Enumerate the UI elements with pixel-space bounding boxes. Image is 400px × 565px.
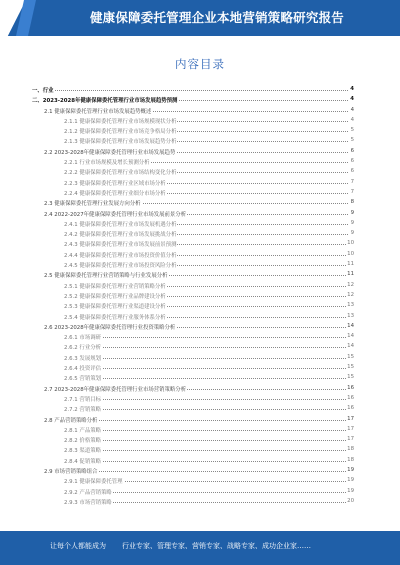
toc-entry[interactable] (32, 434, 354, 444)
toc-entry[interactable] (32, 393, 354, 403)
toc-entry-label: 2.6.4 投资评估 (64, 366, 101, 373)
toc-entry[interactable] (32, 362, 354, 372)
toc-entry-label: 2.6.2 行业分析 (64, 345, 101, 352)
toc-entry[interactable] (32, 444, 354, 454)
report-title: 健康保障委托管理企业本地营销策略研究报告 (89, 10, 344, 25)
toc-entry-label: 2.6.1 市场调研 (64, 335, 101, 342)
toc-entry-page: 8 (350, 199, 354, 206)
toc-entry-page: 7 (350, 178, 354, 185)
toc-entry-page: 18 (347, 446, 354, 453)
toc-entry-page: 13 (347, 302, 354, 309)
toc-entry[interactable] (32, 208, 354, 218)
toc-entry-page: 10 (347, 240, 354, 247)
toc-entry-page: 17 (347, 425, 354, 432)
toc-entry-page: 16 (347, 394, 354, 401)
toc-leader-dots (32, 90, 348, 91)
toc-entry-page: 17 (347, 436, 354, 443)
toc-entry-page: 12 (347, 281, 354, 288)
toc-entry-label: 2.9.1 健康保障委托管理 (64, 479, 123, 486)
toc-leader-dots (64, 399, 348, 400)
toc-entry-label: 2.6.5 营销策划 (64, 376, 101, 383)
toc-entry-label: 2.5.2 健康保障委托管理行业品牌建设分析 (64, 293, 166, 300)
toc-entry[interactable] (32, 105, 354, 115)
toc-entry[interactable] (32, 177, 354, 187)
toc-entry[interactable] (32, 486, 354, 496)
toc-entry-page: 15 (347, 364, 354, 371)
toc-entry[interactable] (32, 414, 354, 424)
toc-entry-label: 2.1.1 健康保障委托管理行业市场规模现状分析 (64, 118, 177, 125)
toc-entry-label: 2.9 市场营销策略组合 (44, 468, 98, 475)
toc-entry-label: 2.4.1 健康保障委托管理行业市场发展机遇分析 (64, 221, 177, 228)
toc-entry[interactable] (32, 300, 354, 310)
toc-entry-page: 16 (347, 384, 354, 391)
toc-leader-dots (64, 358, 348, 359)
toc-entry[interactable] (32, 311, 354, 321)
toc-entry-label: 2.8.3 渠道策略 (64, 448, 101, 455)
toc-entry-label: 2.7.2 营销策略 (64, 407, 101, 414)
toc-entry-page: 9 (350, 209, 354, 216)
toc-entry[interactable] (32, 238, 354, 248)
toc-entry-page: 12 (347, 291, 354, 298)
toc-entry-page: 11 (347, 261, 354, 268)
toc-entry-label: 2.1.2 健康保障委托管理行业市场竞争格局分析 (64, 129, 177, 136)
toc-entry-label: 2.4.2 健康保障委托管理行业市场发展挑战分析 (64, 232, 177, 239)
toc-entry[interactable] (32, 228, 354, 238)
report-header (0, 0, 400, 36)
toc-entry-label: 2.2.1 行业市场规模及增长预测分析 (64, 160, 150, 167)
toc-entry-label: 2.4.4 健康保障委托管理行业市场投资价值分析 (64, 252, 177, 259)
toc-entry-page: 20 (347, 497, 354, 504)
toc-entry-label: 2.4.5 健康保障委托管理行业市场投资风险分析 (64, 263, 177, 270)
toc-entry[interactable] (32, 383, 354, 393)
toc-entry-label: 2.5.4 健康保障委托管理行业服务体系分析 (64, 314, 166, 321)
toc-entry-page: 4 (350, 96, 354, 103)
toc-entry-label: 二、2023-2028年健康保障委托管理行业市场发展趋势预测 (32, 98, 178, 105)
toc-heading: 内容目录 (175, 57, 225, 71)
toc-entry-page: 16 (347, 405, 354, 412)
toc-entry[interactable] (32, 465, 354, 475)
toc-entry-label: 一、行业 (32, 88, 54, 94)
toc-entry-page: 7 (350, 188, 354, 195)
toc-entry[interactable] (32, 455, 354, 465)
toc-entry-page: 19 (347, 466, 354, 473)
toc-entry[interactable] (32, 372, 354, 382)
toc-entry[interactable] (32, 403, 354, 413)
toc-entry[interactable] (32, 280, 354, 290)
toc-entry-page: 9 (350, 230, 354, 237)
toc-entry-page: 9 (350, 219, 354, 226)
toc-entry-page: 19 (347, 477, 354, 484)
toc-entry-label: 2.4 2022-2027年健康保障委托管理行业市场发展前景分析 (44, 211, 187, 218)
toc-entry-page: 14 (347, 343, 354, 350)
toc-entry-page: 4 (350, 116, 354, 123)
toc-entry-label: 2.6 2023-2028年健康保障委托管理行业投资策略分析 (44, 324, 176, 331)
toc-entry-page: 18 (347, 456, 354, 463)
footer-slogan: 让每个人都能成为 (50, 542, 106, 550)
toc-entry[interactable] (32, 341, 354, 351)
report-footer (0, 531, 400, 565)
footer-roles: 行业专家、管理专家、营销专家、战略专家、成功企业家…… (122, 542, 311, 550)
toc-entry-page: 15 (347, 353, 354, 360)
toc-entry-label: 2.7 2023-2028年健康保障委托管理行业市场营销策略分析 (44, 386, 187, 393)
toc-entry-label: 2.8.2 价格策略 (64, 438, 101, 445)
toc-entry-label: 2.3 健康保障委托管理行业发展方向分析 (44, 201, 141, 208)
toc-entry-page: 6 (350, 168, 354, 175)
toc-leader-dots (64, 450, 348, 451)
toc-entry[interactable] (32, 135, 354, 145)
toc-entry-page: 5 (350, 127, 354, 134)
toc-leader-dots (64, 378, 348, 379)
toc-leader-dots (64, 347, 348, 348)
toc-entry-page: 14 (347, 333, 354, 340)
toc-entry-label: 2.2 2023-2028年健康保障委托管理行业市场发展趋势 (44, 149, 176, 156)
toc-entry-label: 2.5 健康保障委托管理行业营销策略与行业发展分析 (44, 273, 168, 280)
toc-entry[interactable] (32, 125, 354, 135)
toc-leader-dots (64, 337, 348, 338)
toc-entry[interactable] (32, 352, 354, 362)
toc-entry[interactable] (32, 197, 354, 207)
toc-entry-page: 11 (347, 271, 354, 278)
toc-entry-label: 2.9.2 产品营销策略 (64, 489, 112, 496)
toc-entry-label: 2.1 健康保障委托管理行业市场发展趋势概述 (44, 108, 152, 115)
toc-entry-label: 2.8.4 促销策略 (64, 458, 101, 465)
toc-entry-label: 2.8.1 产品策略 (64, 427, 101, 434)
toc-entry-page: 13 (347, 312, 354, 319)
toc-entry-page: 14 (347, 322, 354, 329)
toc-entry[interactable] (32, 259, 354, 269)
toc-entry[interactable] (32, 496, 354, 506)
toc-entry[interactable] (32, 249, 354, 259)
toc-entry-label: 2.4.3 健康保障委托管理行业市场发展前景预测 (64, 242, 177, 249)
toc-entry[interactable] (32, 187, 354, 197)
toc-entry-label: 2.7.1 营销目标 (64, 396, 101, 403)
toc-leader-dots (64, 430, 348, 431)
toc-leader-dots (64, 368, 348, 369)
toc-entry-label: 2.2.2 健康保障委托管理行业市场结构变化分析 (64, 170, 177, 177)
toc-entry-page: 5 (350, 137, 354, 144)
toc-entry-label: 2.2.4 健康保障委托管理行业细分市场分析 (64, 190, 166, 197)
toc-entry-page: 10 (347, 250, 354, 257)
toc-leader-dots (64, 440, 348, 441)
toc-leader-dots (64, 409, 348, 410)
toc-entry[interactable] (32, 218, 354, 228)
toc-entry[interactable] (32, 156, 354, 166)
toc-entry[interactable] (32, 94, 354, 104)
toc-entry-page: 15 (347, 374, 354, 381)
toc-entry[interactable] (32, 331, 354, 341)
toc-entry-label: 2.2.3 健康保障委托管理行业区域市场分析 (64, 180, 166, 187)
toc-entry-label: 2.5.3 健康保障委托管理行业渠道建设分析 (64, 304, 166, 311)
toc-entry-page: 6 (350, 147, 354, 154)
toc-entry[interactable] (32, 84, 354, 94)
toc-entry-label: 2.1.3 健康保障委托管理行业市场发展趋势分析 (64, 139, 177, 146)
toc-entry-page: 17 (347, 415, 354, 422)
toc-entry[interactable] (32, 424, 354, 434)
toc-entry-label: 2.9.3 市场营销策略 (64, 499, 112, 506)
toc-entry[interactable] (32, 115, 354, 125)
toc-entry-label: 2.6.3 发展规划 (64, 355, 101, 362)
toc-entry[interactable] (32, 475, 354, 485)
toc-entry[interactable] (32, 290, 354, 300)
toc-entry-label: 2.8 产品营销策略分析 (44, 417, 98, 424)
toc-entry[interactable] (32, 166, 354, 176)
toc-entry[interactable] (32, 321, 354, 331)
table-of-contents (32, 84, 354, 506)
toc-entry-page: 6 (350, 158, 354, 165)
toc-entry-label: 2.5.1 健康保障委托管理行业营销策略分析 (64, 283, 166, 290)
toc-entry-page: 4 (350, 86, 354, 92)
toc-entry-page: 4 (350, 106, 354, 113)
toc-leader-dots (64, 461, 348, 462)
toc-entry-page: 19 (347, 487, 354, 494)
toc-entry[interactable] (32, 269, 354, 279)
toc-entry[interactable] (32, 146, 354, 156)
